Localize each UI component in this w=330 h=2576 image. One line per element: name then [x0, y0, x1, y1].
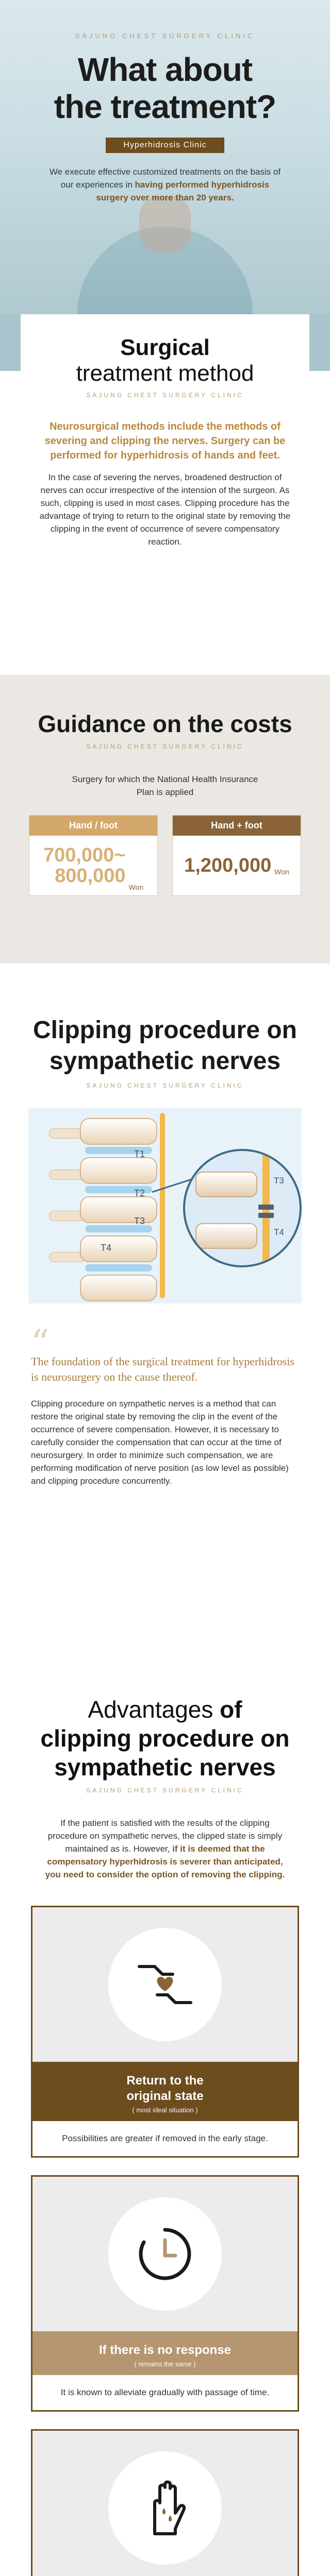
- t4-label: T4: [101, 1243, 112, 1253]
- spine-clipping-diagram: [28, 1108, 302, 1303]
- price-cards: [0, 815, 330, 896]
- hero-desc-text: We execute effective customized treatments on the basis of our experiences in: [49, 167, 281, 190]
- price-card-body: [173, 836, 301, 895]
- zoom-t3-label: T3: [274, 1176, 284, 1185]
- quote-mark-icon: “: [31, 1322, 50, 1364]
- sweating-hand-icon: [139, 2477, 191, 2539]
- card-title-band: [32, 2331, 298, 2375]
- advantages-intro-accent: if it is deemed that the compensatory hyperhidrosis is severer than anticipated, you need to consider the option of removing the clipping.: [45, 1844, 285, 1879]
- clock-icon: [137, 2226, 193, 2282]
- spine-illustration: [49, 1108, 193, 1303]
- card-title: [32, 2073, 298, 2104]
- sympathetic-nerve: [160, 1113, 165, 1298]
- hero-desc-accent: having performed hyperhidrosis surgery over more than 20 years.: [96, 180, 270, 202]
- clipping-section: [0, 963, 330, 1674]
- vertebra: [80, 1235, 157, 1262]
- zoom-vertebra: [195, 1223, 257, 1249]
- card-description: It is known to alleviate gradually with passage of time.: [32, 2375, 298, 2410]
- t3-label: T3: [134, 1216, 145, 1226]
- card-title-band: [32, 2062, 298, 2121]
- hero-title-line1: What about: [77, 51, 253, 88]
- vertebra: [80, 1196, 157, 1223]
- hand-heart-icon: [134, 1956, 196, 2013]
- price-unit: Won: [274, 868, 289, 876]
- card-description: Possibilities are greater if removed in the early stage.: [32, 2121, 298, 2156]
- vertebra: [80, 1157, 157, 1184]
- zoom-vertebra: [195, 1172, 257, 1197]
- price-card-label: Hand / foot: [29, 816, 157, 836]
- clipping-lead: The foundation of the surgical treatment for hyperhidrosis is neurosurgery on the cause thereof.: [31, 1355, 294, 1383]
- costs-section: [0, 675, 330, 963]
- card-subtitle: ( remains the same ): [134, 2360, 196, 2368]
- icon-circle: [108, 2197, 222, 2311]
- advantage-card-compensation: [31, 2429, 299, 2576]
- price-value: [43, 845, 126, 886]
- price-card-label: Hand + foot: [173, 816, 301, 836]
- advantages-title-line3: sympathetic nerves: [54, 1754, 276, 1781]
- surgical-section: [0, 314, 330, 675]
- price-card-body: [29, 836, 157, 895]
- advantage-card-return: [31, 1906, 299, 2158]
- zoom-t4-label: T4: [274, 1227, 284, 1237]
- icon-circle: [108, 2451, 222, 2565]
- hero-section: [0, 0, 330, 355]
- card-icon-area: [32, 2177, 298, 2331]
- price-card-hand-foot: [29, 815, 158, 896]
- hero-description: [44, 165, 286, 204]
- vertebra: [80, 1275, 157, 1301]
- costs-subtitle: SAJUNG CHEST SURGERY CLINIC: [86, 743, 244, 750]
- card-icon-area: [32, 2431, 298, 2576]
- surgical-title: [21, 335, 309, 386]
- hero-person-neck: [139, 196, 191, 252]
- advantages-intro-text: If the patient is satisfied with the results of the clipping procedure on sympathetic nerves, the clipped state is simply maintained as is. However,: [47, 1818, 283, 1854]
- vertebra: [80, 1118, 157, 1145]
- nerve-clip: [258, 1213, 274, 1218]
- advantages-title: [0, 1695, 330, 1782]
- nerve-clip: [258, 1205, 274, 1210]
- t2-label: T2: [134, 1188, 145, 1198]
- price-value: 1,200,000: [184, 855, 272, 876]
- card-title: If there is no response: [98, 2343, 232, 2357]
- zoom-detail-circle: [183, 1149, 302, 1267]
- price-value-line2: 800,000: [55, 865, 126, 887]
- clipping-text-block: [31, 1322, 299, 1487]
- clipping-title-line1: Clipping procedure on: [33, 1016, 297, 1044]
- hyperhidrosis-clinic-tag: Hyperhidrosis Clinic: [106, 138, 224, 153]
- price-value-line1: 700,000~: [43, 844, 126, 866]
- advantages-title-of: of: [213, 1696, 242, 1723]
- costs-title: Guidance on the costs: [38, 710, 292, 737]
- clipping-title-line2: sympathetic nerves: [49, 1047, 281, 1075]
- advantages-intro: [41, 1817, 289, 1881]
- hero-title-line2: the treatment?: [54, 88, 276, 125]
- surgical-card: [21, 314, 309, 548]
- advantages-subtitle: SAJUNG CHEST SURGERY CLINIC: [86, 1787, 244, 1794]
- clipping-body: Clipping procedure on sympathetic nerves is a method that can restore the original state by removing the clip in the event of the occurrence of severe compensation. However, it is necessary to carefully consider the compensation that can occur at the time of neurosurgery. In order to minimize such compensation, we are performing modification of nerve position (as low level as possible) and clipping procedure concurrently.: [31, 1399, 289, 1486]
- costs-note: Surgery for which the National Health Insurance Plan is applied: [72, 774, 258, 797]
- advantages-title-line2: clipping procedure on: [40, 1725, 290, 1752]
- icon-circle: [108, 1928, 222, 2041]
- advantages-section: [0, 1674, 330, 2576]
- surgical-body: In the case of severing the nerves, broadened destruction of nerves can occur irrespective of the intension of the surgeon. As such, clipping is used in most cases. Clipping procedure has the advantage of trying to return to the original state by removing the clipping in the event of occurrence of severe compensatory reaction.: [39, 472, 291, 547]
- card-subtitle: ( most ideal situation ): [132, 2106, 198, 2114]
- clipping-subtitle: SAJUNG CHEST SURGERY CLINIC: [86, 1082, 244, 1089]
- t1-label: T1: [134, 1149, 145, 1159]
- price-card-hand-plus-foot: [172, 815, 301, 896]
- hero-title: [0, 51, 330, 125]
- card-icon-area: [32, 1907, 298, 2062]
- card-title-line1: Return to the: [126, 2074, 204, 2088]
- surgical-subtitle: SAJUNG CHEST SURGERY CLINIC: [86, 392, 244, 399]
- clipping-title: [0, 1015, 330, 1077]
- hero-eyebrow: SAJUNG CHEST SURGERY CLINIC: [75, 32, 255, 40]
- hero-content: [0, 0, 330, 204]
- spinal-disc: [85, 1264, 152, 1272]
- surgical-highlight: Neurosurgical methods include the methods of severing and clipping the nerves. Surgery can be performed for hyperhidrosis of hands and feet.: [44, 421, 286, 461]
- advantage-card-no-response: [31, 2175, 299, 2412]
- price-unit: Won: [128, 883, 144, 891]
- surgical-title-bold: Surgical: [120, 335, 210, 360]
- surgical-title-light: treatment method: [76, 361, 254, 386]
- advantages-title-light: Advantages: [88, 1696, 213, 1723]
- card-title-line2: original state: [126, 2089, 204, 2103]
